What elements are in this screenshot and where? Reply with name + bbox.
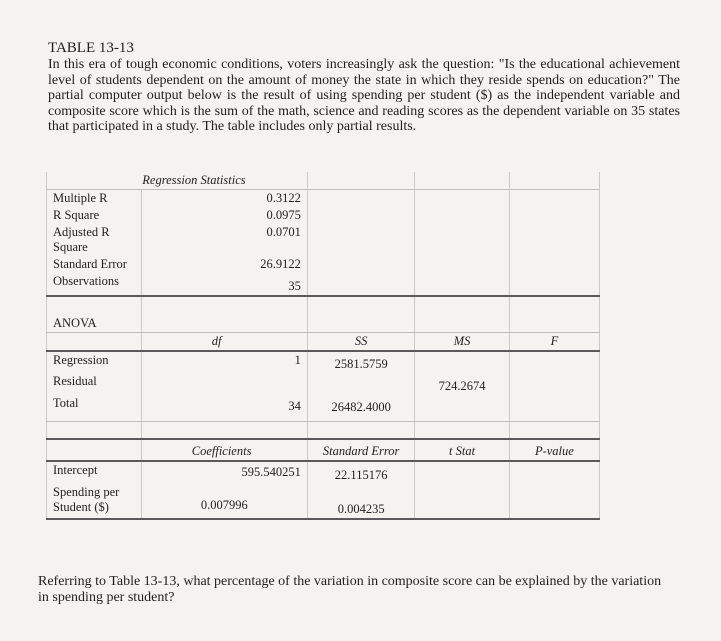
anova-row-label: Total <box>47 395 142 422</box>
regression-output-table <box>46 172 600 520</box>
anova-f <box>509 351 599 373</box>
anova-df <box>141 373 307 395</box>
coef-row-label: Intercept <box>47 461 142 484</box>
stat-label: R Square <box>47 207 142 224</box>
anova-col-ss: SS <box>307 333 414 352</box>
anova-f <box>509 373 599 395</box>
coef-value: 0.007996 <box>141 484 307 519</box>
anova-ms: 724.2674 <box>415 373 509 395</box>
anova-row <box>47 395 600 422</box>
anova-row <box>47 373 600 395</box>
stat-row <box>47 207 600 224</box>
regression-statistics-header-row <box>47 172 600 190</box>
anova-ss: 2581.5759 <box>307 351 414 373</box>
anova-col-df: df <box>141 333 307 352</box>
anova-col-ms: MS <box>415 333 509 352</box>
stat-label: Multiple R <box>47 190 142 208</box>
stat-value: 35 <box>141 273 307 296</box>
stat-row <box>47 190 600 208</box>
anova-col-f: F <box>509 333 599 352</box>
coefficient-row <box>47 461 600 484</box>
spacer-row <box>47 296 600 315</box>
coef-p <box>509 484 599 519</box>
coef-se: 0.004235 <box>307 484 414 519</box>
anova-ss: 26482.4000 <box>307 395 414 422</box>
stat-value: 0.0975 <box>141 207 307 224</box>
coef-t <box>415 461 509 484</box>
coef-value: 595.540251 <box>141 461 307 484</box>
anova-column-header-row <box>47 333 600 352</box>
stat-label: Observations <box>47 273 142 296</box>
col-coefficients: Coefficients <box>141 439 307 461</box>
stat-value: 26.9122 <box>141 256 307 273</box>
coef-row-label: Spending per Student ($) <box>47 484 142 519</box>
spacer-row <box>47 422 600 440</box>
stat-row <box>47 224 600 256</box>
question-text: Referring to Table 13-13, what percentage of the variation in composite score can be explained by the variation in spending per student? <box>38 574 662 605</box>
col-t-stat: t Stat <box>415 439 509 461</box>
anova-df: 1 <box>141 351 307 373</box>
anova-heading: ANOVA <box>47 315 142 333</box>
coef-p <box>509 461 599 484</box>
anova-heading-row <box>47 315 600 333</box>
anova-row-label: Regression <box>47 351 142 373</box>
anova-ss <box>307 373 414 395</box>
coef-se: 22.115176 <box>307 461 414 484</box>
stat-row <box>47 256 600 273</box>
anova-ms <box>415 395 509 422</box>
coefficients-header-row <box>47 439 600 461</box>
col-p-value: P-value <box>509 439 599 461</box>
table-title: TABLE 13-13 <box>48 40 134 56</box>
anova-df: 34 <box>141 395 307 422</box>
col-standard-error: Standard Error <box>307 439 414 461</box>
anova-row-label: Residual <box>47 373 142 395</box>
anova-f <box>509 395 599 422</box>
stat-row <box>47 273 600 296</box>
coefficient-row <box>47 484 600 519</box>
stat-label: Standard Error <box>47 256 142 273</box>
coef-t <box>415 484 509 519</box>
intro-paragraph: In this era of tough economic conditions, voters increasingly ask the question: "Is the educational achievement level of students dependent on the amount of money the state in which they reside spends on education?" The partial computer output below is the result of using spending per student ($) as the independent variable and composite score which is the sum of the math, science and reading scores as the dependent variable on 35 states that participated in a study. The table includes only partial results. <box>48 57 680 134</box>
stat-value: 0.0701 <box>141 224 307 256</box>
stat-value: 0.3122 <box>141 190 307 208</box>
anova-ms <box>415 351 509 373</box>
regression-statistics-heading: Regression Statistics <box>47 172 308 190</box>
stat-label: Adjusted R Square <box>47 224 142 256</box>
anova-row <box>47 351 600 373</box>
